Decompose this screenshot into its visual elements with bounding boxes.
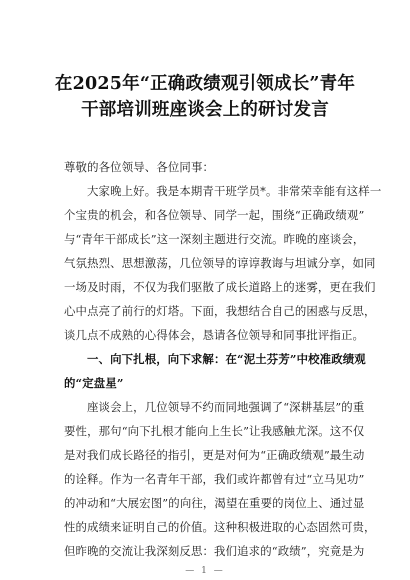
paragraph-line: 谈几点不成熟的心得体会，恳请各位领导和同事批评指正。 bbox=[64, 328, 365, 342]
section-heading-1: 一、向下扎根，向下求解：在“泥土芬芳”中校准政绩观 bbox=[87, 352, 366, 366]
paragraph-line: 与“青年干部成长”这一深刻主题进行交流。昨晚的座谈会， bbox=[64, 232, 365, 246]
paragraph-line: 是对我们成长路径的指引，更是对何为“正确政绩观”最生动 bbox=[64, 448, 365, 462]
paragraph-line: 的诠释。作为一名青年干部，我们或许都曾有过“立马见功” bbox=[64, 472, 365, 486]
page-number: — 1 — bbox=[185, 566, 225, 576]
paragraph-line: 但昨晚的交流让我深刻反思：我们追求的“政绩”，究竟是为 bbox=[64, 544, 365, 558]
section-heading-1-cont: 的“定盘星” bbox=[64, 376, 124, 390]
paragraph-line: 气氛热烈、思想激荡，几位领导的谆谆教诲与坦诚分享，如同 bbox=[64, 256, 376, 270]
paragraph-line: 大家晚上好。我是本期青干班学员*。非常荣幸能有这样一 bbox=[87, 184, 382, 198]
paragraph-line: 个宝贵的机会，和各位领导、同学一起，围绕“正确政绩观” bbox=[64, 208, 365, 222]
paragraph-line: 的冲动和“大展宏图”的向往，渴望在重要的岗位上、通过显 bbox=[64, 496, 365, 510]
paragraph-line: 一场及时雨，不仅为我们驱散了成长道路上的迷雾，更在我们 bbox=[64, 280, 376, 294]
document-title-line-2: 干部培训班座谈会上的研讨发言 bbox=[81, 100, 329, 120]
document-title-line-1: 在2025年“正确政绩观引领成长”青年 bbox=[54, 74, 356, 94]
salutation: 尊敬的各位领导、各位同事： bbox=[64, 160, 215, 174]
paragraph-line: 要性，那句“向下扎根才能向上生长”让我感触尤深。这不仅 bbox=[64, 424, 365, 438]
paragraph-line: 座谈会上，几位领导不约而同地强调了“深耕基层”的重 bbox=[87, 400, 365, 414]
paragraph-line: 心中点亮了前行的灯塔。下面，我想结合自己的困惑与反思， bbox=[64, 304, 376, 318]
paragraph-line: 性的成绩来证明自己的价值。这种积极进取的心态固然可贵， bbox=[64, 520, 376, 534]
